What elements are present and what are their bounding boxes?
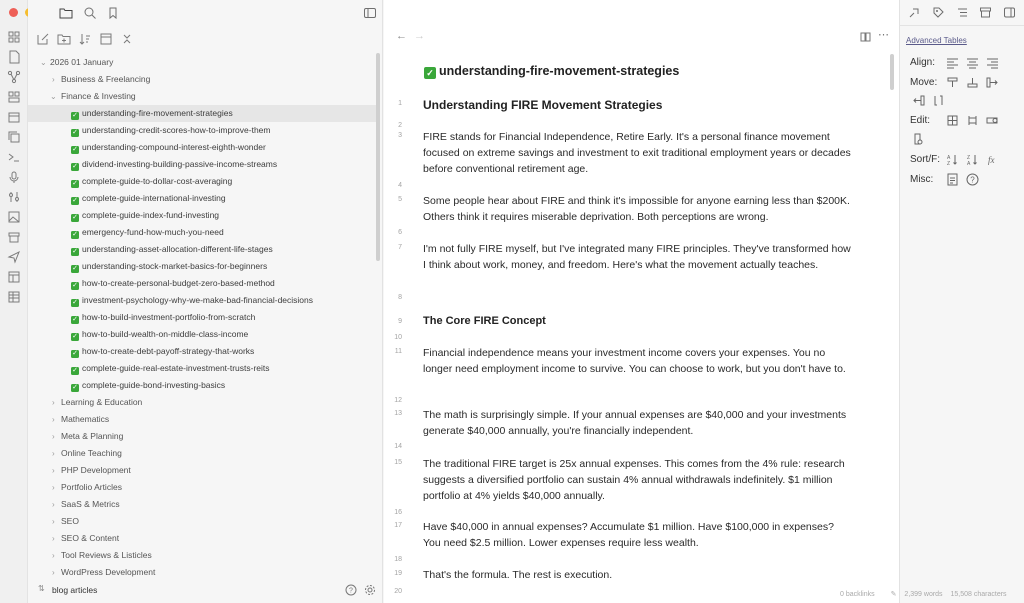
send-icon[interactable] (7, 250, 21, 264)
tree-folder[interactable] (28, 71, 376, 88)
tree-file-label (71, 122, 271, 139)
sort-label: Sort/F: (910, 154, 941, 165)
insert-column-icon[interactable] (966, 114, 979, 127)
check-emoji-icon: ✓ (72, 282, 78, 289)
tree-file-item[interactable] (28, 139, 376, 156)
tree-folder-label: SEO & Content (61, 533, 120, 543)
tree-file-name: how-to-build-wealth-on-middle-class-income (82, 329, 249, 339)
sidebar-header (28, 0, 383, 26)
tree-file-name: how-to-build-investment-portfolio-from-scratch (82, 312, 256, 322)
tree-file-item[interactable] (28, 360, 376, 377)
edit-label: Edit: (910, 115, 931, 126)
tree-file-item[interactable] (28, 207, 376, 224)
tree-folder-open[interactable] (28, 88, 376, 105)
align-right-icon[interactable] (986, 57, 999, 70)
tree-file-item[interactable] (28, 275, 376, 292)
tree-file-name: understanding-compound-interest-eighth-wonder (82, 142, 266, 152)
tree-folder-label: Meta & Planning (61, 431, 124, 441)
tree-file-name: understanding-stock-market-basics-for-beginners (82, 261, 268, 271)
blocks-icon[interactable] (7, 90, 21, 104)
right-sidebar-toggle-icon[interactable] (1003, 6, 1016, 19)
tree-folder[interactable] (28, 496, 376, 513)
tree-folder-label: PHP Development (61, 465, 131, 475)
grid-icon[interactable] (7, 30, 21, 44)
insert-row-icon[interactable] (946, 114, 959, 127)
svg-text:?: ? (970, 175, 975, 185)
tree-file-label (71, 173, 232, 190)
align-label: Align: (910, 57, 936, 68)
file-tree (28, 54, 376, 581)
check-emoji-icon: ✓ (72, 231, 78, 238)
editor-scrollbar[interactable] (890, 54, 894, 90)
inline-title-text: understanding-fire-movement-strategies (439, 64, 680, 78)
left-ribbon (0, 0, 28, 603)
vault-switch-icon: ⇅ (38, 584, 45, 593)
tree-file-item[interactable] (28, 258, 376, 275)
chevron-right-icon: › (52, 466, 55, 475)
tree-file-label (71, 156, 277, 173)
transpose-icon[interactable] (932, 94, 945, 107)
advanced-tables-title[interactable]: Advanced Tables (906, 36, 967, 45)
copy-icon[interactable] (7, 130, 21, 144)
tree-file-name: emergency-fund-how-much-you-need (82, 227, 224, 237)
tree-file-name: understanding-asset-allocation-different-life-stages (82, 244, 273, 254)
check-emoji-icon: ✓ (72, 146, 78, 153)
tree-file-name: complete-guide-index-fund-investing (82, 210, 220, 220)
vault-switcher[interactable] (28, 580, 383, 602)
tree-file-name: how-to-create-personal-budget-zero-based-method (82, 278, 275, 288)
chevron-right-icon: › (52, 568, 55, 577)
chevron-right-icon: › (52, 534, 55, 543)
tree-file-name: complete-guide-bond-investing-basics (82, 380, 226, 390)
misc-label: Misc: (910, 174, 934, 185)
tree-folder-label: WordPress Development (61, 567, 156, 577)
tree-file-item[interactable] (28, 241, 376, 258)
delete-row-icon[interactable] (986, 114, 999, 127)
chevron-right-icon: › (52, 500, 55, 509)
image-icon[interactable] (7, 210, 21, 224)
tree-folder[interactable] (28, 445, 376, 462)
chevron-right-icon: › (52, 483, 55, 492)
tree-root-label: 2026 01 January (50, 57, 114, 67)
sort-ascending-icon[interactable] (946, 153, 959, 166)
tree-folder[interactable] (28, 564, 376, 581)
character-count: 15,508 characters (950, 591, 1007, 598)
check-emoji-icon: ✓ (72, 367, 78, 374)
file-icon[interactable] (7, 50, 21, 64)
chevron-right-icon: › (52, 517, 55, 526)
microphone-icon[interactable] (7, 170, 21, 184)
new-folder-icon[interactable] (57, 32, 71, 46)
tree-file-label (71, 224, 224, 241)
tree-file-name: understanding-fire-movement-strategies (82, 108, 233, 118)
line-number: 7 (398, 244, 402, 251)
vault-name: blog articles (52, 585, 98, 595)
tree-file-item[interactable] (28, 122, 376, 139)
paragraph[interactable]: Financial independence means your investment income covers your expenses. You no longer need employment income to survive. You can choose to work, but you don't have to. (423, 347, 846, 375)
back-arrow-icon[interactable]: ← (396, 30, 407, 42)
folder-list (28, 394, 376, 581)
move-row-down-icon[interactable] (966, 76, 979, 89)
line-number: 8 (398, 294, 402, 301)
line-number: 18 (394, 556, 402, 563)
close-window-button[interactable] (9, 8, 18, 17)
move-label: Move: (910, 77, 938, 88)
check-emoji-icon: ✓ (72, 112, 78, 119)
tree-file-label (71, 190, 226, 207)
status-bar (840, 590, 1024, 598)
svg-text:Z: Z (947, 161, 951, 166)
tree-file-item[interactable] (28, 377, 376, 394)
line-number: 12 (394, 397, 402, 404)
tree-folder-label: Mathematics (61, 414, 110, 424)
sidebar-scrollbar[interactable] (376, 53, 380, 261)
layout-icon[interactable] (7, 270, 21, 284)
tree-folder-label: SaaS & Metrics (61, 499, 120, 509)
line-number: 13 (394, 410, 402, 417)
tree-file-name: dividend-investing-building-passive-income-streams (82, 159, 278, 169)
tree-file-label (71, 207, 219, 224)
move-row-up-icon[interactable] (946, 76, 959, 89)
paragraph[interactable]: That's the formula. The rest is execution. (423, 569, 613, 581)
line-number: 20 (394, 588, 402, 595)
tree-file-item[interactable] (28, 292, 376, 309)
tree-file-label (71, 343, 254, 360)
delete-column-icon[interactable] (912, 133, 925, 146)
chevron-right-icon: › (52, 432, 55, 441)
expand-collapse-icon[interactable] (120, 32, 134, 46)
line-number: 5 (398, 196, 402, 203)
tree-file-item[interactable] (28, 173, 376, 190)
note-editor[interactable] (384, 54, 889, 602)
tree-folder[interactable] (28, 547, 376, 564)
tree-folder[interactable] (28, 394, 376, 411)
chevron-right-icon: › (52, 415, 55, 424)
heading[interactable]: The Core FIRE Concept (423, 315, 546, 327)
csv-export-icon[interactable] (946, 173, 959, 186)
paragraph[interactable]: Have $40,000 in annual expenses? Accumulate $1 million. Have $100,000 in expenses? You need $2.5 million. Lower expenses require less wealth. (423, 521, 834, 549)
chevron-down-icon: ⌄ (50, 92, 57, 101)
help-icon[interactable] (966, 173, 979, 186)
line-number: 9 (398, 318, 402, 325)
sort-icon[interactable] (78, 32, 92, 46)
terminal-icon[interactable] (7, 150, 21, 164)
tree-file-label (71, 241, 273, 258)
chevron-right-icon: › (52, 75, 55, 84)
tree-folder-label: Online Teaching (61, 448, 122, 458)
check-emoji-icon: ✓ (424, 67, 436, 79)
tree-file-item[interactable] (28, 156, 376, 173)
calendar-icon[interactable] (7, 110, 21, 124)
inline-title[interactable] (424, 64, 679, 79)
collapse-icon[interactable] (99, 32, 113, 46)
tree-folder[interactable] (28, 513, 376, 530)
chevron-down-icon: ⌄ (40, 58, 47, 67)
right-sidebar-header (899, 0, 1024, 26)
tree-folder-label: Business & Freelancing (61, 74, 151, 84)
tree-file-item[interactable] (28, 190, 376, 207)
graph-icon[interactable] (7, 70, 21, 84)
tree-file-label (71, 105, 233, 122)
folder-icon[interactable] (59, 6, 73, 20)
line-number: 17 (394, 522, 402, 529)
line-number: 1 (398, 100, 402, 107)
tree-folder-label: Learning & Education (61, 397, 143, 407)
tree-file-label (71, 292, 313, 309)
bookmark-icon[interactable] (106, 6, 120, 20)
reading-view-icon[interactable] (860, 31, 871, 42)
tree-folder[interactable] (28, 411, 376, 428)
paragraph[interactable]: I'm not fully FIRE myself, but I've integrated many FIRE principles. They've transformed how I think about work, money, and freedom. Here's what the movement actually teaches. (423, 243, 851, 271)
tree-file-name: investment-psychology-why-we-make-bad-financial-decisions (82, 295, 314, 305)
tree-file-label (71, 326, 248, 343)
tree-folder[interactable] (28, 479, 376, 496)
align-left-icon[interactable] (946, 57, 959, 70)
line-number: 14 (394, 443, 402, 450)
gear-icon[interactable] (364, 584, 376, 596)
check-emoji-icon: ✓ (72, 350, 78, 357)
tree-file-label (71, 258, 267, 275)
check-emoji-icon: ✓ (72, 316, 78, 323)
check-emoji-icon: ✓ (72, 163, 78, 170)
svg-text:A: A (967, 161, 971, 166)
chevron-right-icon: › (52, 551, 55, 560)
chevron-right-icon: › (52, 398, 55, 407)
edit-pencil-icon[interactable]: ✎ (890, 591, 897, 598)
word-count: 2,399 words (904, 591, 943, 598)
forward-arrow-icon[interactable]: → (414, 30, 425, 42)
tree-file-item[interactable] (28, 343, 376, 360)
check-emoji-icon: ✓ (72, 384, 78, 391)
search-icon[interactable] (83, 6, 97, 20)
outline-icon[interactable] (956, 6, 969, 19)
line-number: 4 (398, 182, 402, 189)
check-emoji-icon: ✓ (72, 197, 78, 204)
new-note-icon[interactable] (36, 32, 50, 46)
check-emoji-icon: ✓ (72, 180, 78, 187)
tree-file-item[interactable] (28, 224, 376, 241)
paragraph[interactable]: The math is surprisingly simple. If your annual expenses are $40,000 and your investments generate $40,000 annually, you're financially independent. (423, 409, 847, 437)
table-icon[interactable] (7, 290, 21, 304)
paragraph[interactable]: Some people hear about FIRE and think it's impossible for anyone earning less than $200K. Others think it requires miserable deprivation. Both perceptions are wrong. (423, 195, 850, 223)
more-options-icon[interactable]: ⋯ (878, 29, 889, 41)
tree-file-name: how-to-create-debt-payoff-strategy-that-works (82, 346, 255, 356)
check-emoji-icon: ✓ (72, 299, 78, 306)
line-number: 3 (398, 132, 402, 139)
move-column-right-icon[interactable] (986, 76, 999, 89)
explorer-toolbar (36, 32, 134, 46)
line-number: 19 (394, 570, 402, 577)
tag-icon[interactable] (932, 6, 945, 19)
check-emoji-icon: ✓ (72, 248, 78, 255)
formula-icon[interactable] (986, 153, 999, 166)
tree-folder-label: Finance & Investing (61, 91, 136, 101)
tree-file-label (71, 309, 255, 326)
check-emoji-icon: ✓ (72, 129, 78, 136)
tree-folder[interactable] (28, 428, 376, 445)
tree-folder[interactable] (28, 462, 376, 479)
heading[interactable]: Understanding FIRE Movement Strategies (423, 98, 663, 112)
line-number: 2 (398, 122, 402, 129)
svg-text:fx: fx (988, 155, 995, 165)
check-emoji-icon: ✓ (72, 214, 78, 221)
tree-file-label (71, 377, 225, 394)
tree-folder-label: Portfolio Articles (61, 482, 122, 492)
backlinks-count[interactable]: 0 backlinks (840, 591, 875, 598)
sidebar-toggle-icon[interactable] (363, 6, 377, 20)
line-number: 11 (394, 348, 402, 355)
tree-folder[interactable] (28, 530, 376, 547)
tree-folder-label: SEO (61, 516, 79, 526)
tree-file-item[interactable] (28, 326, 376, 343)
tree-file-item[interactable] (28, 309, 376, 326)
file-list (28, 105, 376, 394)
ribbon-icon-list (0, 30, 28, 304)
align-center-icon[interactable] (966, 57, 979, 70)
paragraph[interactable]: FIRE stands for Financial Independence, Retire Early. It's a personal finance movement focused on extreme savings and investment to exit traditional employment years or decades before conventional retirement age. (423, 131, 851, 175)
tree-file-name: complete-guide-to-dollar-cost-averaging (82, 176, 233, 186)
archive-icon[interactable] (7, 230, 21, 244)
check-emoji-icon: ✓ (72, 265, 78, 272)
tree-folder-label: Tool Reviews & Listicles (61, 550, 152, 560)
svg-text:A: A (947, 155, 951, 161)
tree-file-label (71, 275, 275, 292)
tree-file-item[interactable] (28, 105, 376, 122)
move-column-left-icon[interactable] (912, 94, 925, 107)
chevron-right-icon: › (52, 449, 55, 458)
line-number: 15 (394, 459, 402, 466)
sort-descending-icon[interactable] (966, 153, 979, 166)
editor-nav (384, 28, 899, 46)
outgoing-links-icon[interactable] (908, 6, 921, 19)
sliders-icon[interactable] (7, 190, 21, 204)
help-icon[interactable] (345, 584, 357, 596)
line-number: 16 (394, 509, 402, 516)
paragraph[interactable]: The traditional FIRE target is 25x annual expenses. This comes from the 4% rule: research suggests a diversified portfolio can sustain 4% annual withdrawals indefinitely. $1 million portfolio at 4% yields $40,000 annually. (423, 458, 845, 502)
tree-file-name: complete-guide-real-estate-investment-trusts-reits (82, 363, 270, 373)
archive-icon[interactable] (979, 6, 992, 19)
line-number: 10 (394, 334, 402, 341)
tree-file-label (71, 139, 266, 156)
tree-file-name: understanding-credit-scores-how-to-improve-them (82, 125, 271, 135)
svg-text:Z: Z (967, 155, 971, 161)
tree-root-folder[interactable] (28, 54, 376, 71)
line-number: 6 (398, 229, 402, 236)
svg-text:?: ? (349, 587, 353, 595)
right-sidebar (899, 0, 1024, 603)
tree-file-name: complete-guide-international-investing (82, 193, 226, 203)
tree-file-label (71, 360, 270, 377)
check-emoji-icon: ✓ (72, 333, 78, 340)
